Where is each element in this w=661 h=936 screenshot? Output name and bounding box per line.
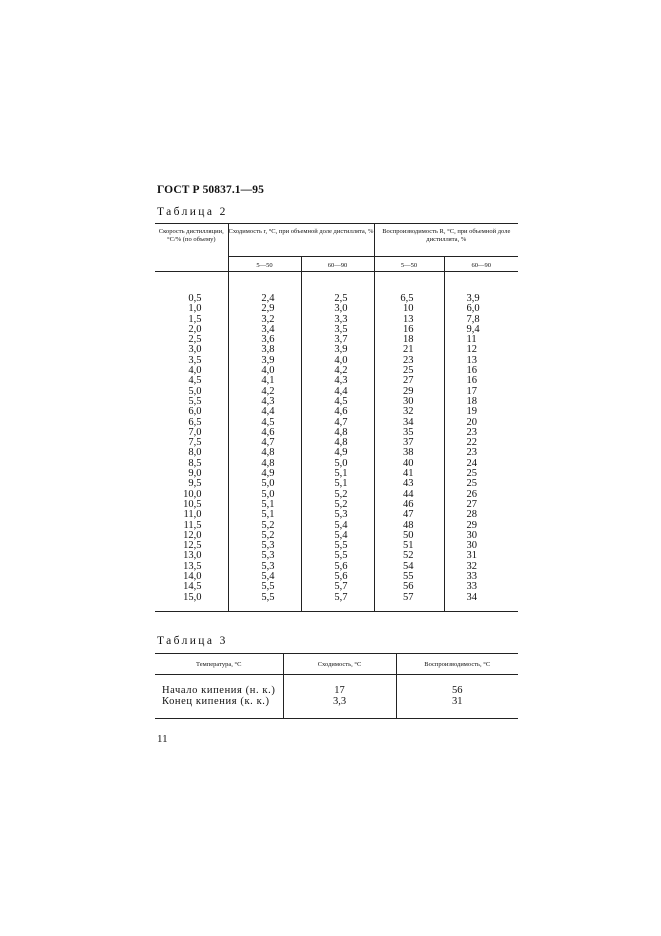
table-cell: 3,9 [444, 272, 518, 305]
table-cell: 4,1 [228, 376, 301, 386]
table-cell: 8,0 [188, 447, 202, 459]
table-cell: 5,1 [301, 469, 374, 479]
table-cell: 24 [444, 459, 518, 469]
table-cell: 4,3 [301, 376, 374, 386]
header-temperature: Температура, °С [155, 654, 283, 675]
table-cell: 41 [374, 469, 444, 479]
table-cell: 4,6 [228, 428, 301, 438]
table-cell: 7,0 [188, 426, 202, 438]
table-cell: 50 [374, 531, 444, 541]
table-cell: 5,3 [228, 551, 301, 561]
table-cell: 27 [444, 500, 518, 510]
table-2 [155, 223, 518, 612]
table-cell: 3,6 [228, 335, 301, 345]
table-cell: 4,0 [188, 365, 202, 377]
table-cell: 33 [444, 582, 518, 592]
table-cell: 32 [444, 562, 518, 572]
document-header: ГОСТ Р 50837.1—95 [157, 184, 264, 196]
table-cell: 44 [374, 490, 444, 500]
table-cell: 10,5 [183, 498, 202, 510]
header-repeatability-t3: Сходимость, °С [283, 654, 396, 675]
table-cell: 4,8 [228, 448, 301, 458]
table-cell: 5,2 [301, 500, 374, 510]
table-cell: 3,0 [301, 304, 374, 314]
table-cell: 8,5 [188, 457, 202, 469]
table-cell: 55 [374, 572, 444, 582]
table-cell: 37 [374, 438, 444, 448]
table-cell: 12,0 [183, 529, 202, 541]
table-cell: 4,3 [228, 397, 301, 407]
table-cell: 4,8 [301, 428, 374, 438]
table-cell: 15,0 [155, 593, 228, 612]
table-cell: 54 [374, 562, 444, 572]
table-cell: 31 [444, 551, 518, 561]
table-cell: 4,8 [301, 438, 374, 448]
table-cell: 23 [444, 448, 518, 458]
table-cell: 48 [374, 521, 444, 531]
table-cell: 5,5 [228, 593, 301, 612]
table-cell: 17 [283, 675, 396, 697]
table-cell: 5,7 [301, 593, 374, 612]
table-cell: 5,1 [301, 479, 374, 489]
table-cell: 4,9 [228, 469, 301, 479]
table-cell: 11,5 [183, 519, 202, 531]
table-cell: 4,5 [228, 418, 301, 428]
table-cell: 21 [374, 345, 444, 355]
table-cell: 43 [374, 479, 444, 489]
table-cell: 11 [444, 335, 518, 345]
table-cell: 4,4 [301, 387, 374, 397]
table-cell: 5,0 [228, 490, 301, 500]
table-cell: 5,0 [301, 459, 374, 469]
table-cell: 14,0 [183, 571, 202, 583]
table-cell: 5,2 [228, 531, 301, 541]
table-cell: 25 [374, 366, 444, 376]
table-cell: 6,0 [444, 304, 518, 314]
table-row [155, 272, 518, 305]
table-cell: 7,5 [188, 437, 202, 449]
table-cell: 30 [374, 397, 444, 407]
table-cell: 3,8 [228, 345, 301, 355]
table-cell: 12,5 [183, 540, 202, 552]
table-cell: 33 [444, 572, 518, 582]
table-cell: 30 [444, 531, 518, 541]
table-cell: 57 [374, 593, 444, 612]
table-row [155, 510, 518, 520]
table-cell: 5,1 [228, 510, 301, 520]
table-cell: 2,9 [228, 304, 301, 314]
table-cell: 4,9 [301, 448, 374, 458]
table-cell: 3,7 [301, 335, 374, 345]
table-row [155, 696, 518, 719]
table-cell: 9,4 [444, 325, 518, 335]
header-distillation-rate: Скорость дистилляции, °С/% (по объему) [155, 224, 228, 272]
table-3-caption: Таблица 3 [157, 635, 228, 647]
table-cell: 5,3 [301, 510, 374, 520]
table-cell: 2,5 [188, 334, 202, 346]
table-cell: 19 [444, 407, 518, 417]
table-cell: 4,7 [228, 438, 301, 448]
table-cell: 0,5 [188, 293, 202, 304]
header-repeatability: Сходимость r, °С, при объемной доле дистиллята, % [228, 224, 374, 257]
subheader-r-60-90: 60—90 [301, 257, 374, 272]
table-cell: 13 [444, 356, 518, 366]
table-cell: 5,5 [228, 582, 301, 592]
table-cell: 29 [374, 387, 444, 397]
table-cell: 5,4 [301, 521, 374, 531]
table-cell: 9,5 [188, 478, 202, 490]
table-row [155, 675, 518, 697]
table-cell: Начало кипения (н. к.) [162, 685, 276, 696]
table-cell: 38 [374, 448, 444, 458]
table-cell: 5,3 [228, 541, 301, 551]
table-cell: 5,6 [301, 572, 374, 582]
table-cell: 9,0 [188, 468, 202, 480]
table-cell: 5,7 [301, 582, 374, 592]
table-cell: 6,0 [188, 406, 202, 418]
table-cell: 56 [374, 582, 444, 592]
table-cell: 5,5 [301, 541, 374, 551]
table-cell: 4,8 [228, 459, 301, 469]
header-reproducibility: Воспроизводимость R, °С, при объемной доле дистиллята, % [374, 224, 518, 257]
table-cell: 27 [374, 376, 444, 386]
table-cell: 4,7 [301, 418, 374, 428]
table-cell: 16 [374, 325, 444, 335]
table-cell: 13,5 [183, 560, 202, 572]
table-cell: 3,9 [228, 356, 301, 366]
table-cell: 56 [396, 675, 518, 697]
table-cell: Конец кипения (к. к.) [155, 696, 283, 719]
table-cell: 1,0 [188, 303, 202, 315]
table-cell: 20 [444, 418, 518, 428]
table-cell: 5,2 [301, 490, 374, 500]
table-cell: 18 [374, 335, 444, 345]
table-cell: 2,4 [228, 272, 301, 305]
table-cell: 12 [444, 345, 518, 355]
table-cell: 10,0 [183, 488, 202, 500]
table-cell: 23 [444, 428, 518, 438]
table-cell: 52 [374, 551, 444, 561]
table-cell: 3,4 [228, 325, 301, 335]
table-cell: 4,5 [301, 397, 374, 407]
table-cell: 5,6 [301, 562, 374, 572]
table-cell: 29 [444, 521, 518, 531]
table-cell: 3,0 [188, 344, 202, 356]
table-cell: 4,6 [301, 407, 374, 417]
subheader-R-5-50: 5—50 [374, 257, 444, 272]
table-cell: 5,4 [301, 531, 374, 541]
table-cell: 4,2 [301, 366, 374, 376]
table-cell: 3,3 [301, 315, 374, 325]
table-cell: 14,5 [183, 581, 202, 593]
table-cell: 4,5 [188, 375, 202, 387]
table-cell: 47 [374, 510, 444, 520]
table-cell: 4,0 [301, 356, 374, 366]
table-cell: 13,0 [183, 550, 202, 562]
table-cell: 5,2 [228, 521, 301, 531]
table-cell: 4,4 [228, 407, 301, 417]
table-cell: 32 [374, 407, 444, 417]
table-cell: 46 [374, 500, 444, 510]
table-row [155, 593, 518, 612]
table-cell: 35 [374, 428, 444, 438]
table-cell: 25 [444, 469, 518, 479]
table-cell: 7,8 [444, 315, 518, 325]
table-cell: 26 [444, 490, 518, 500]
table-cell: 22 [444, 438, 518, 448]
table-cell: 4,2 [228, 387, 301, 397]
table-cell: 5,0 [188, 385, 202, 397]
table-2-caption: Таблица 2 [157, 206, 228, 218]
table-cell: 6,5 [374, 272, 444, 305]
subheader-R-60-90: 60—90 [444, 257, 518, 272]
table-cell: 51 [374, 541, 444, 551]
table-cell: 34 [374, 418, 444, 428]
table-cell: 2,5 [301, 272, 374, 305]
table-cell: 11,0 [183, 509, 202, 521]
table-cell: 25 [444, 479, 518, 489]
table-cell: 30 [444, 541, 518, 551]
table-cell: 3,3 [283, 696, 396, 719]
table-cell: 5,0 [228, 479, 301, 489]
table-cell: 5,1 [228, 500, 301, 510]
table-cell: 31 [396, 696, 518, 719]
table-cell: 13 [374, 315, 444, 325]
table-cell: 5,5 [301, 551, 374, 561]
subheader-r-5-50: 5—50 [228, 257, 301, 272]
table-cell: 4,0 [228, 366, 301, 376]
table-cell: 5,4 [228, 572, 301, 582]
table-cell: 1,5 [188, 313, 202, 325]
table-cell: 18 [444, 397, 518, 407]
table-cell: 2,0 [188, 323, 202, 335]
table-cell: 3,5 [188, 354, 202, 366]
table-cell: 5,3 [228, 562, 301, 572]
table-cell: 10 [374, 304, 444, 314]
table-cell: 16 [444, 366, 518, 376]
table-cell: 16 [444, 376, 518, 386]
header-reproducibility-t3: Воспроизводимость, °С [396, 654, 518, 675]
table-cell: 6,5 [188, 416, 202, 428]
table-cell: 5,5 [188, 395, 202, 407]
table-cell: 3,2 [228, 315, 301, 325]
table-cell: 40 [374, 459, 444, 469]
table-cell: 34 [444, 593, 518, 612]
table-cell: 23 [374, 356, 444, 366]
table-cell: 3,5 [301, 325, 374, 335]
table-cell: 3,9 [301, 345, 374, 355]
table-cell: 17 [444, 387, 518, 397]
table-3 [155, 653, 518, 719]
table-cell: 28 [444, 510, 518, 520]
page-number: 11 [157, 733, 168, 745]
